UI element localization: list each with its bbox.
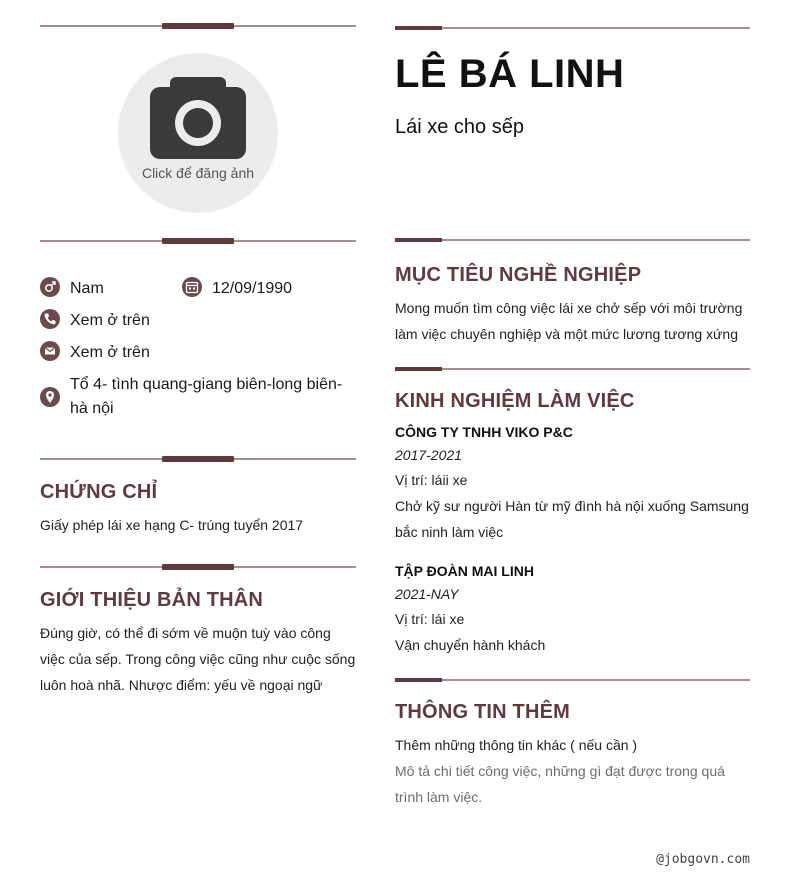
gender-icon — [40, 277, 60, 297]
divider — [395, 367, 750, 372]
objective-title: MỤC TIÊU NGHỀ NGHIỆP — [395, 264, 642, 286]
divider — [395, 678, 750, 683]
address-value: Tổ 4- tình quang-giang biên-long biên-hà nội — [70, 376, 343, 417]
avatar-upload[interactable] — [118, 53, 278, 213]
about-title: GIỚI THIỆU BẢN THÂN — [40, 589, 264, 611]
experience-position: Vị trí: lái xe — [395, 611, 465, 627]
experience-period: 2017-2021 — [395, 447, 462, 463]
phone-row — [40, 309, 150, 333]
divider — [40, 564, 356, 570]
gender-value: Nam — [70, 280, 104, 297]
divider — [40, 238, 356, 244]
divider — [40, 456, 356, 462]
location-pin-icon — [40, 387, 60, 407]
candidate-name: LÊ BÁ LINH — [395, 52, 625, 96]
watermark: @jobgovn.com — [656, 852, 750, 867]
divider — [40, 23, 356, 29]
job-title: Lái xe cho sếp — [395, 116, 524, 138]
divider — [395, 26, 750, 31]
photo-caption: Click để đăng ảnh — [141, 165, 255, 181]
phone-value: Xem ở trên — [70, 312, 150, 329]
divider — [395, 238, 750, 243]
birthdate-value: 12/09/1990 — [212, 280, 293, 297]
gender-row — [40, 277, 104, 301]
experience-title: KINH NGHIỆM LÀM VIỆC — [395, 390, 635, 412]
certificates-text: Giấy phép lái xe hạng C- trúng tuyển 2017 — [40, 517, 304, 533]
email-row — [40, 341, 150, 365]
additional-title: THÔNG TIN THÊM — [395, 701, 571, 723]
phone-icon — [40, 309, 60, 329]
camera-icon — [150, 75, 246, 159]
additional-text: Thêm những thông tin khác ( nếu cần ) — [395, 737, 638, 753]
experience-company: TẬP ĐOÀN MAI LINH — [395, 563, 534, 579]
birthdate-row — [182, 277, 292, 301]
experience-description: Chở kỹ sư người Hàn từ mỹ đình hà nội xuống Samsung bắc ninh làm việc — [395, 498, 749, 540]
additional-placeholder[interactable]: Mô tả chi tiết công việc, những gì đạt được trong quá trình làm việc. — [395, 763, 725, 805]
certificates-title: CHỨNG CHỈ — [40, 481, 158, 503]
email-value: Xem ở trên — [70, 344, 150, 361]
experience-company: CÔNG TY TNHH VIKO P&C — [395, 424, 573, 440]
objective-text: Mong muốn tìm công việc lái xe chở sếp với môi trường làm việc chuyên nghiệp và một mức lương tương xứng — [395, 300, 743, 342]
address-row — [40, 373, 356, 421]
about-text: Đúng giờ, có thể đi sớm về muộn tuỳ vào công việc của sếp. Trong công việc cũng như cuộc sống luôn hoà nhã. Nhược điểm: yếu về ngoại ngữ — [40, 625, 356, 693]
email-icon — [40, 341, 60, 361]
calendar-icon — [182, 277, 202, 297]
experience-position: Vị trí: láii xe — [395, 472, 468, 488]
experience-period: 2021-NAY — [395, 586, 459, 602]
experience-description: Vận chuyển hành khách — [395, 637, 546, 653]
